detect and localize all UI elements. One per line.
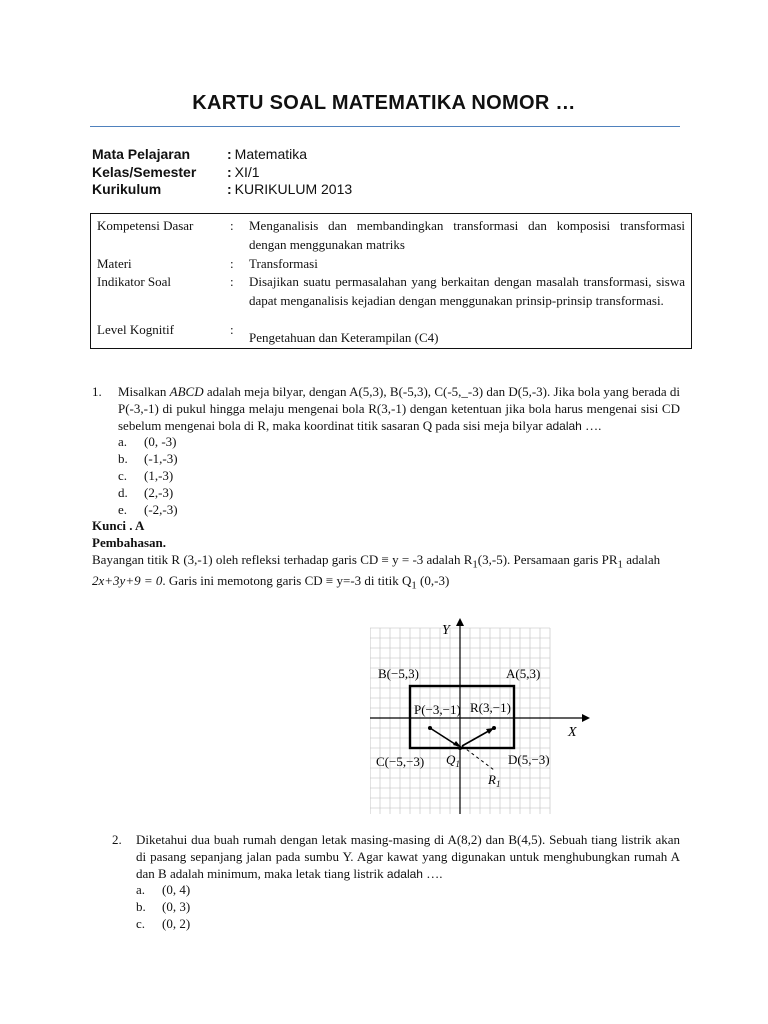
option-letter: b. — [136, 899, 146, 915]
answer-option — [118, 468, 680, 485]
question-number: 1. — [92, 384, 102, 399]
x-axis-label: X — [568, 725, 577, 740]
option-text: (1,-3) — [144, 467, 174, 483]
meta-value: XI/1 — [234, 163, 260, 180]
info-value: Menganalisis dan membandingkan transformasi dan komposisi transformasi dengan menggunakan matriks — [249, 218, 685, 252]
info-value: Pengetahuan dan Keterampilan (C4) — [249, 330, 439, 345]
label-p: P(−3,−1) — [414, 702, 461, 717]
explanation-part: Bayangan titik R (3,-1) oleh refleksi terhadap garis CD ≡ y = -3 adalah R — [92, 551, 473, 567]
label-q-sub: 1 — [455, 759, 460, 769]
explanation-heading: Pembahasan. — [92, 535, 167, 551]
explanation-text — [92, 552, 680, 595]
info-value: Transformasi — [249, 256, 318, 271]
option-text: (0, 2) — [162, 915, 191, 931]
explanation-equation: 2x+3y+9 = 0 — [92, 573, 163, 589]
diagram-svg — [370, 618, 590, 818]
answer-option — [118, 485, 680, 502]
meta-label: Kelas/Semester — [92, 163, 197, 180]
label-r: R(3,−1) — [470, 700, 511, 715]
y-axis-label: Y — [442, 623, 450, 638]
answer-options — [136, 882, 680, 932]
meta-row-subject — [92, 146, 352, 164]
explanation-part: . Garis ini memotong garis CD ≡ y=-3 di titik Q — [162, 573, 412, 589]
question-text-part: …. — [422, 865, 443, 881]
y-axis-arrow — [456, 618, 464, 626]
option-letter: c. — [118, 467, 128, 483]
label-q — [446, 752, 460, 769]
question-text-part: …. — [581, 417, 602, 433]
option-letter: a. — [136, 882, 146, 898]
explanation-subscript: 1 — [472, 558, 478, 571]
info-value: Disajikan suatu permasalahan yang berkaitan dengan masalah transformasi, siswa dapat menganalisis kejadian dengan menggunakan prinsip-prinsip transformasi. — [249, 274, 685, 308]
answer-options — [118, 434, 680, 518]
info-label: Indikator Soal — [97, 274, 172, 289]
info-colon: : — [230, 218, 234, 233]
option-letter: b. — [118, 451, 128, 467]
subject-info — [92, 146, 352, 199]
meta-colon: : — [227, 146, 232, 162]
meta-colon: : — [227, 181, 232, 197]
question-text-part: Diketahui dua buah rumah dengan letak masing-masing di A(8,2) dan B(4,5). Sebuah tiang listrik akan di pasang sepanjang jalan pada sumbu Y. Agar kawat yang digunakan untuk menghubungkan rumah A dan B adalah minimum, maka letak tiang listrik — [136, 832, 680, 881]
info-label: Level Kognitif — [97, 322, 174, 337]
question-text-italic: ABCD — [169, 384, 204, 399]
meta-colon: : — [227, 163, 232, 180]
point-p — [428, 726, 432, 730]
point-r — [492, 726, 496, 730]
label-r1-sub: 1 — [495, 779, 501, 789]
label-r1 — [487, 772, 500, 789]
option-letter: a. — [118, 434, 128, 450]
meta-value: Matematika — [234, 146, 308, 162]
answer-option — [118, 434, 680, 451]
info-label: Materi — [97, 256, 132, 271]
option-text: (0, 4) — [162, 882, 191, 898]
info-colon: : — [230, 256, 234, 271]
explanation-part: adalah — [622, 551, 661, 567]
question-text-part: adalah meja bilyar, dengan A(5,3), B(-5,3), C(-5,_-3) dan D(5,-3). Jika bola yang berada di P(-3,-1) di pukul hingga melaju mengenai bola R(3,-1) dengan ketentuan jika bola harus mengenai sisi CD sebelum mengenai bola di R, maka koordinat titik sasaran Q pada sisi meja bilyar — [118, 384, 680, 433]
option-text: (0, -3) — [144, 434, 177, 450]
label-b: B(−5,3) — [378, 666, 419, 681]
question-1 — [92, 384, 680, 595]
meta-value: KURIKULUM 2013 — [234, 181, 353, 197]
question-text — [136, 832, 680, 882]
info-colon: : — [230, 274, 234, 289]
option-text: (2,-3) — [144, 484, 174, 500]
reflection-diagram — [370, 618, 590, 823]
meta-label: Kurikulum — [92, 181, 162, 197]
explanation-part: (0,-3) — [416, 573, 450, 589]
label-d: D(5,−3) — [508, 752, 550, 767]
info-colon: : — [230, 322, 234, 337]
x-axis-arrow — [582, 714, 590, 722]
meta-row-curriculum — [92, 181, 352, 199]
option-letter: d. — [118, 484, 128, 500]
billiard-table — [410, 686, 514, 748]
question-text — [118, 384, 680, 434]
meta-row-class — [92, 164, 352, 182]
option-text: (-2,-3) — [144, 501, 178, 517]
answer-option — [118, 502, 680, 519]
explanation-subscript: 1 — [617, 558, 623, 571]
answer-option — [136, 882, 680, 899]
option-letter: e. — [118, 501, 128, 517]
label-c: C(−5,−3) — [376, 754, 425, 769]
option-letter: c. — [136, 915, 146, 931]
answer-key: Kunci . A — [92, 518, 145, 534]
path-pq — [430, 728, 458, 746]
option-text: (0, 3) — [162, 899, 191, 915]
answer-option — [118, 451, 680, 468]
question-number: 2. — [112, 832, 122, 847]
option-text: (-1,-3) — [144, 451, 178, 467]
competency-box — [90, 213, 692, 349]
page-title: KARTU SOAL MATEMATIKA NOMOR … — [192, 92, 576, 114]
explanation-part: (3,-5). Persamaan garis PR — [477, 551, 618, 567]
answer-option — [136, 916, 680, 933]
question-text-part: Misalkan — [118, 384, 170, 399]
title-divider — [90, 126, 680, 127]
answer-option — [136, 899, 680, 916]
point-q — [458, 746, 462, 750]
label-r1-main: R — [488, 772, 496, 787]
question-2 — [112, 832, 680, 933]
question-text-part: adalah — [545, 418, 582, 433]
label-q-main: Q — [446, 752, 456, 767]
meta-label: Mata Pelajaran — [92, 146, 191, 162]
label-a: A(5,3) — [506, 666, 541, 681]
explanation-subscript: 1 — [411, 579, 417, 592]
info-label: Kompetensi Dasar — [97, 218, 194, 233]
question-text-part: adalah — [386, 866, 423, 881]
